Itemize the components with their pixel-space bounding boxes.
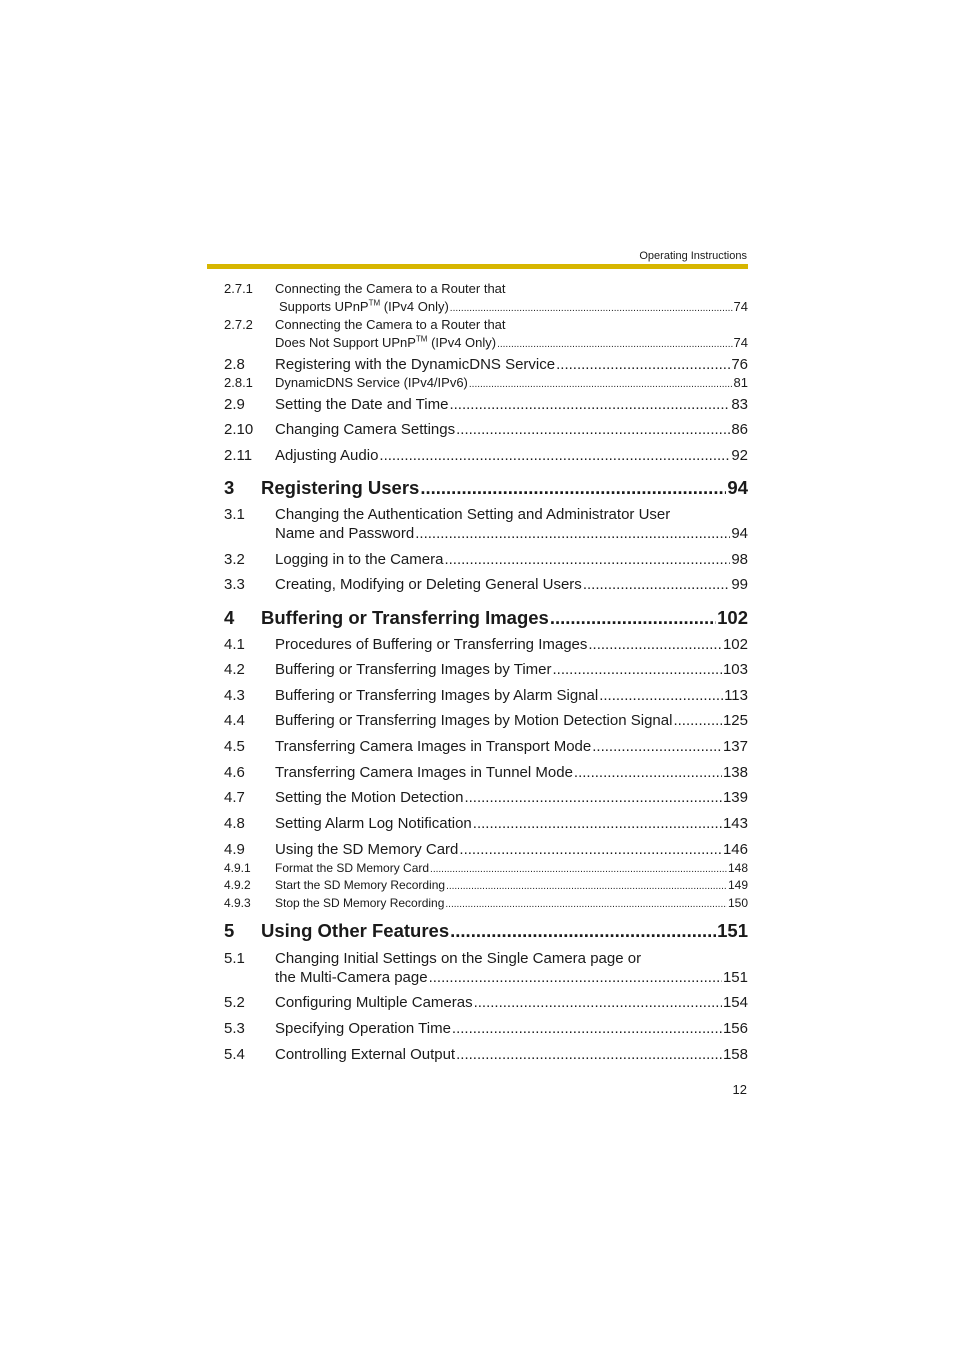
toc-number: 5.2 [224,994,245,1011]
toc-number: 4 [224,607,235,628]
leader-dots [599,686,723,705]
page-number: 12 [732,1082,747,1097]
toc-title: Setting the Motion Detection [275,789,464,806]
toc-title: Buffering or Transferring Images by Motion Detection Signal [275,712,673,729]
leader-dots [430,861,727,878]
toc-title-line: Does Not Support UPnP [275,335,416,350]
trademark-mark: TM [368,298,381,308]
leader-dots [583,575,731,594]
toc-number: 2.11 [224,447,253,464]
leader-dots [550,607,716,629]
toc-number: 5.1 [224,950,245,967]
toc-number: 2.8 [224,356,245,373]
toc-title-suffix: (IPv4 Only) [427,335,497,350]
toc-title-suffix: (IPv4 Only) [380,299,449,314]
toc-title: Changing Camera Settings [275,421,456,438]
toc-title-line: Changing Initial Settings on the Single Camera page or [275,950,642,967]
leader-dots [473,814,722,833]
toc-number: 3.3 [224,576,245,593]
toc-number: 4.9.1 [224,861,251,875]
leader-dots [464,788,722,807]
toc-title: Setting Alarm Log Notification [275,815,472,832]
toc-page: 125 [722,712,748,729]
toc-title: Stop the SD Memory Recording [275,896,445,910]
toc-number: 4.4 [224,712,245,729]
toc-number: 5 [224,920,235,941]
toc-number: 4.2 [224,661,245,678]
toc-title: DynamicDNS Service (IPv4/IPv6) [275,375,468,390]
toc-page: 102 [722,636,748,653]
toc-page: 143 [722,815,748,832]
toc-title: Specifying Operation Time [275,1020,451,1037]
leader-dots [459,840,722,859]
toc-number: 2.9 [224,396,245,413]
toc-title: Adjusting Audio [275,447,379,464]
toc-title-line: Changing the Authentication Setting and Administrator User [275,506,671,523]
toc-title-line: Connecting the Camera to a Router that [275,317,506,332]
toc-title: Controlling External Output [275,1046,456,1063]
leader-dots [445,896,727,913]
toc-page: 98 [731,551,748,568]
toc-number: 4.5 [224,738,245,755]
toc-page: 92 [731,447,748,464]
leader-dots [446,878,727,895]
toc-page: 76 [731,356,748,373]
toc-title: Registering with the DynamicDNS Service [275,356,556,373]
toc-page: 103 [722,661,748,678]
toc-title: Logging in to the Camera [275,551,444,568]
toc-page: 83 [731,396,748,413]
toc-number: 4.9.2 [224,878,251,892]
toc-number: 5.4 [224,1046,245,1063]
leader-dots [452,1019,722,1038]
leader-dots [456,1045,722,1064]
leader-dots [592,737,722,756]
toc-number: 4.3 [224,687,245,704]
trademark-mark: TM [415,334,428,344]
leader-dots [553,660,722,679]
toc-title: Creating, Modifying or Deleting General Users [275,576,582,593]
leader-dots [588,635,722,654]
toc-page: 137 [722,738,748,755]
leader-dots [379,446,730,465]
toc-number: 3 [224,477,235,498]
toc-page: 86 [731,421,748,438]
toc-title: Procedures of Buffering or Transferring Images [275,636,588,653]
leader-dots [474,993,722,1012]
toc-page: 146 [722,841,748,858]
leader-dots [449,395,730,414]
toc-page: 150 [727,896,748,910]
toc-number: 2.10 [224,421,254,438]
toc-title: Registering Users [261,477,420,498]
toc-page: 138 [722,764,748,781]
toc-title: Transferring Camera Images in Tunnel Mode [275,764,573,781]
toc-title-line: Name and Password [275,525,415,542]
toc-number: 4.7 [224,789,245,806]
toc-number: 4.9.3 [224,896,251,910]
leader-dots [456,420,730,439]
toc-number: 4.6 [224,764,245,781]
toc-number: 4.1 [224,636,245,653]
toc-page: 158 [722,1046,748,1063]
leader-dots [497,336,732,354]
toc-page: 81 [733,375,748,390]
toc-title-line: Supports UPnP [279,299,369,314]
toc-title: Format the SD Memory Card [275,861,430,875]
leader-dots [673,711,722,730]
toc-page: 139 [722,789,748,806]
toc-page: 154 [722,994,748,1011]
toc-title: Configuring Multiple Cameras [275,994,473,1011]
toc-number: 2.7.2 [224,317,253,332]
toc-page: 113 [724,687,748,704]
toc-title: Using the SD Memory Card [275,841,459,858]
leader-dots [429,968,722,987]
toc-page: 151 [722,969,748,986]
toc-page: 94 [727,477,748,498]
toc-title: Start the SD Memory Recording [275,878,446,892]
toc-title: Transferring Camera Images in Transport Mode [275,738,592,755]
toc-page: 74 [733,335,748,350]
toc-number: 3.1 [224,506,245,523]
header-rule [207,264,748,269]
toc-title: Buffering or Transferring Images by Alarm Signal [275,687,599,704]
leader-dots [450,920,716,942]
toc-number: 2.8.1 [224,375,253,390]
leader-dots [469,376,733,394]
leader-dots [415,524,730,543]
toc-title-line: the Multi-Camera page [275,969,428,986]
toc-page: 99 [731,576,748,593]
toc-page: 74 [733,299,748,314]
toc-title: Using Other Features [261,920,450,941]
toc-number: 4.9 [224,841,245,858]
toc-title-line: Connecting the Camera to a Router that [275,281,506,296]
toc-number: 3.2 [224,551,245,568]
toc-page: 94 [731,525,748,542]
running-header: Operating Instructions [639,250,747,262]
toc-number: 4.8 [224,815,245,832]
toc-page: 149 [727,878,748,892]
toc-number: 2.7.1 [224,281,253,296]
toc-title: Setting the Date and Time [275,396,449,413]
toc-page: 156 [722,1020,748,1037]
toc-number: 5.3 [224,1020,245,1037]
leader-dots [444,550,730,569]
leader-dots [420,477,726,499]
leader-dots [556,355,730,374]
toc-title: Buffering or Transferring Images [261,607,549,628]
toc-page: 151 [717,920,748,941]
toc-title: Buffering or Transferring Images by Timer [275,661,552,678]
leader-dots [574,763,722,782]
toc-page: 102 [717,607,748,628]
toc-page: 148 [727,861,748,875]
